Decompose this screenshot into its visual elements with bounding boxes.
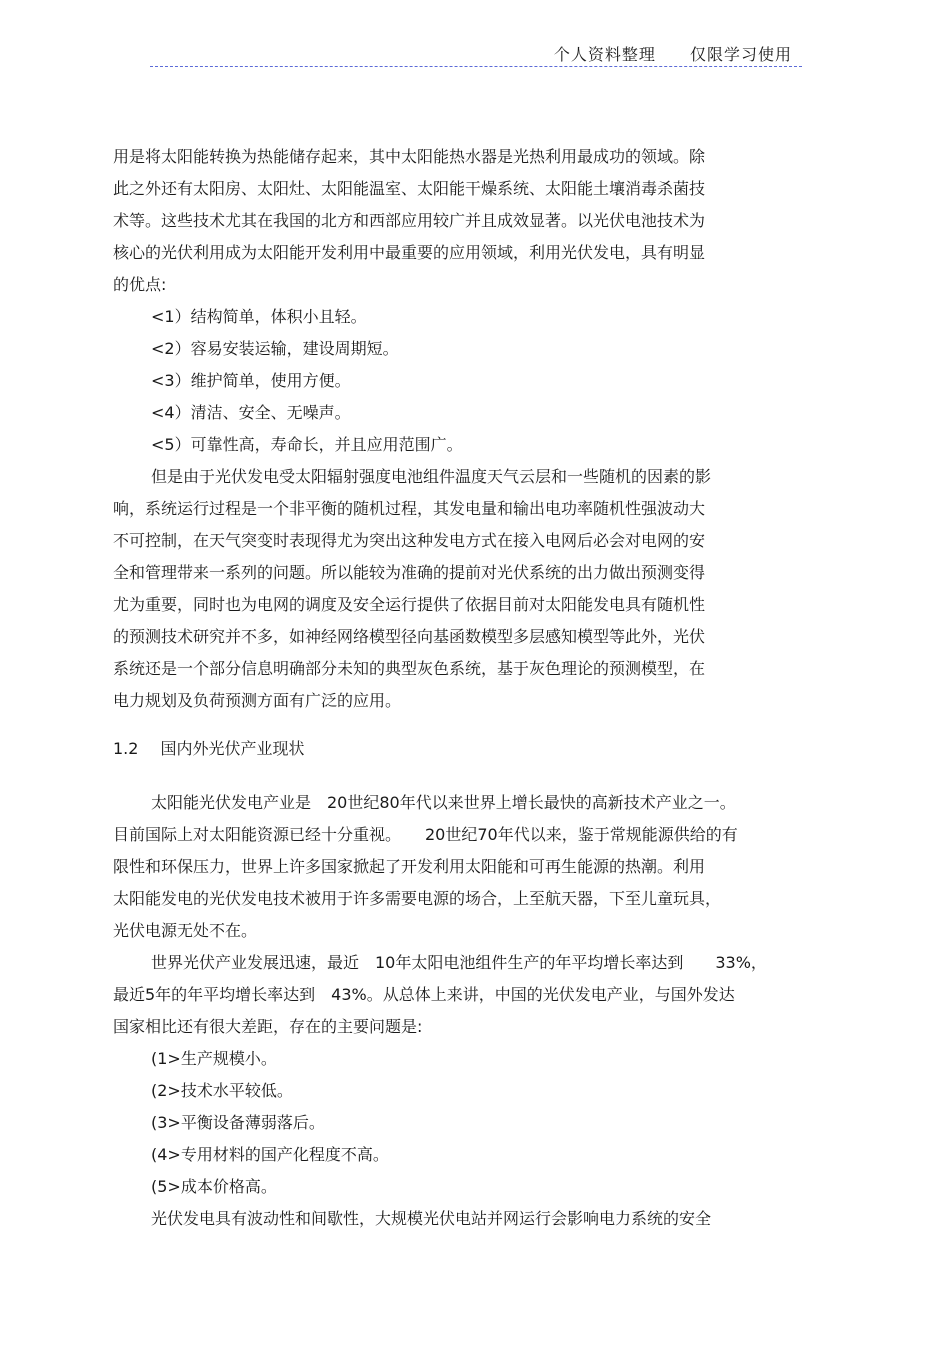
text-line: (3>平衡设备薄弱落后。 [151, 1113, 325, 1132]
header-right-text: 仅限学习使用 [689, 45, 792, 64]
text-line: <4）清洁、安全、无噪声。 [151, 403, 351, 422]
header-left-text: 个人资料整理 [553, 45, 656, 64]
text-line: 太阳能光伏发电产业是 20世纪80年代以来世界上增长最快的高新技术产业之一。 [151, 793, 736, 812]
text-line: (1>生产规模小。 [151, 1049, 277, 1068]
text-line: <3）维护简单，使用方便。 [151, 371, 351, 390]
section-number: 1.2 [113, 739, 139, 758]
text-line: 此之外还有太阳房、太阳灶、太阳能温室、太阳能干燥系统、太阳能土壤消毒杀菌技 [113, 179, 706, 198]
text-line: 系统还是一个部分信息明确部分未知的典型灰色系统，基于灰色理论的预测模型，在 [113, 659, 706, 678]
text-line: 不可控制，在天气突变时表现得尤为突出这种发电方式在接入电网后必会对电网的安 [113, 531, 706, 550]
text-line: 电力规划及负荷预测方面有广泛的应用。 [113, 691, 402, 710]
text-line: 响，系统运行过程是一个非平衡的随机过程，其发电量和输出电功率随机性强波动大 [113, 499, 706, 518]
text-line: 全和管理带来一系列的问题。所以能较为准确的提前对光伏系统的出力做出预测变得 [113, 563, 706, 582]
text-line: <2）容易安装运输，建设周期短。 [151, 339, 399, 358]
text-line: 光伏发电具有波动性和间歇性，大规模光伏电站并网运行会影响电力系统的安全 [151, 1209, 712, 1228]
text-line: (2>技术水平较低。 [151, 1081, 293, 1100]
page-header [150, 40, 802, 67]
text-line: 的优点: [113, 275, 167, 294]
text-line: 国家相比还有很大差距，存在的主要问题是: [113, 1017, 423, 1036]
text-line: 世界光伏产业发展迅速，最近 10年太阳电池组件生产的年平均增长率达到 33%， [151, 953, 767, 972]
text-line: 目前国际上对太阳能资源已经十分重视。 20世纪70年代以来，鉴于常规能源供给的有 [113, 825, 738, 844]
text-line: 的预测技术研究并不多，如神经网络模型径向基函数模型多层感知模型等此外，光伏 [113, 627, 706, 646]
text-line: (5>成本价格高。 [151, 1177, 277, 1196]
text-line: 限性和环保压力，世界上许多国家掀起了开发利用太阳能和可再生能源的热潮。利用 [113, 857, 706, 876]
text-line: 太阳能发电的光伏发电技术被用于许多需要电源的场合，上至航天器，下至儿童玩具， [113, 889, 722, 908]
text-line: 最近5年的年平均增长率达到 43%。从总体上来讲，中国的光伏发电产业，与国外发达 [113, 985, 735, 1004]
text-line: 光伏电源无处不在。 [113, 921, 258, 940]
section-title: 国内外光伏产业现状 [160, 739, 305, 758]
text-line: 核心的光伏利用成为太阳能开发利用中最重要的应用领域，利用光伏发电，具有明显 [113, 243, 706, 262]
text-line: 用是将太阳能转换为热能储存起来，其中太阳能热水器是光热利用最成功的领域。除 [113, 147, 706, 166]
text-line: (4>专用材料的国产化程度不高。 [151, 1145, 389, 1164]
text-line: 但是由于光伏发电受太阳辐射强度电池组件温度天气云层和一些随机的因素的影 [151, 467, 712, 486]
text-line: 尤为重要，同时也为电网的调度及安全运行提供了依据目前对太阳能发电具有随机性 [113, 595, 706, 614]
text-line: <5）可靠性高，寿命长，并且应用范围广。 [151, 435, 463, 454]
header-text [526, 42, 792, 65]
text-line: <1）结构简单，体积小且轻。 [151, 307, 367, 326]
text-line: 术等。这些技术尤其在我国的北方和西部应用较广并且成效显著。以光伏电池技术为 [113, 211, 706, 230]
section-heading [113, 738, 304, 760]
